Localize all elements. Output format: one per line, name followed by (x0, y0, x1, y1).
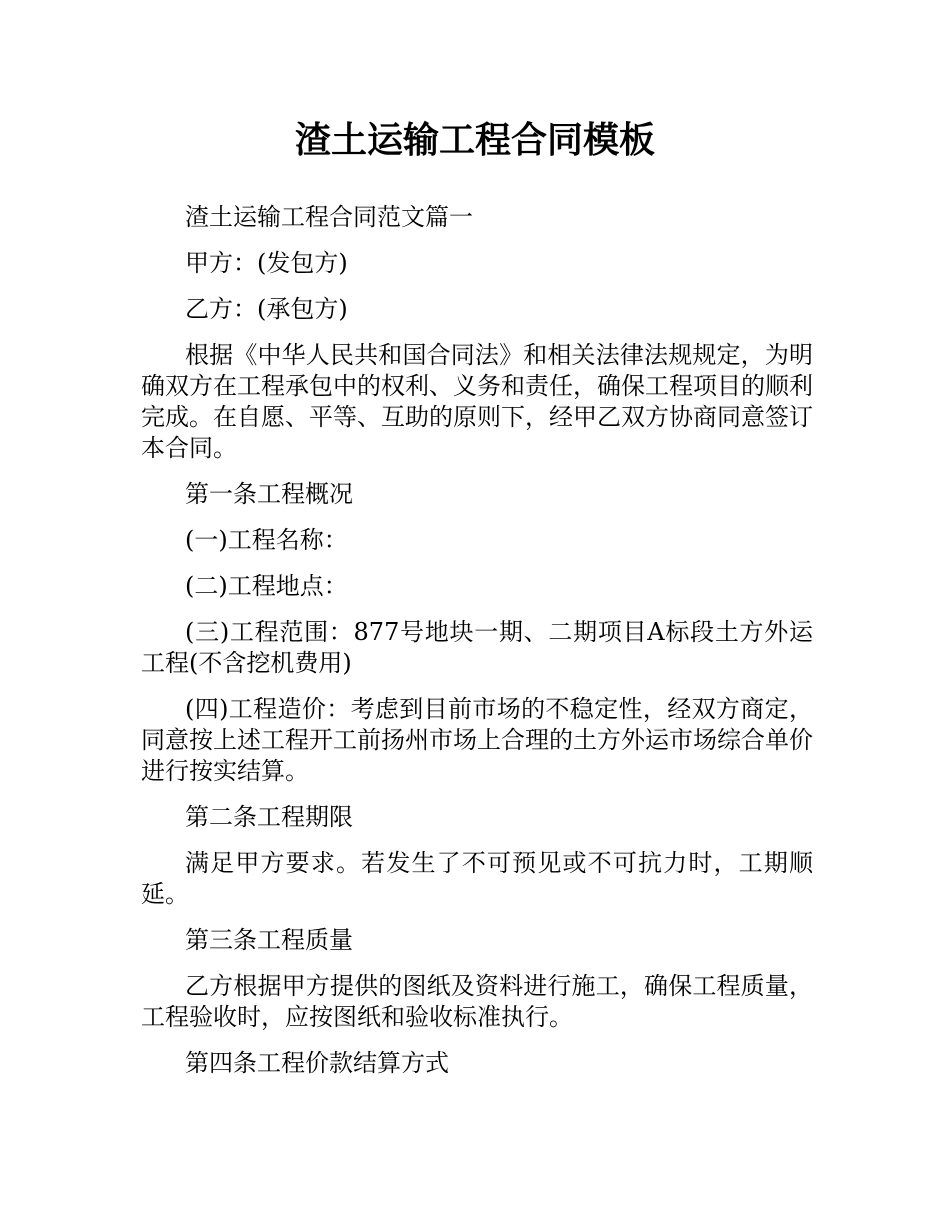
party-a-line: 甲方：(发包方) (185, 249, 348, 277)
section-heading: 渣土运输工程合同范文篇一 (185, 203, 473, 231)
party-b-line: 乙方：(承包方) (185, 295, 348, 323)
project-cost-paragraph: (四)工程造价：考虑到目前市场的不稳定性，经双方商定，同意按上述工程开工前扬州市场上合理的土方外运市场综合单价进行按实结算。 (141, 695, 813, 785)
document-body (141, 202, 813, 1094)
project-name-line: (一)工程名称： (185, 526, 348, 554)
quality-paragraph: 乙方根据甲方提供的图纸及资料进行施工，确保工程质量，工程验收时，应按图纸和验收标准执行。 (141, 972, 813, 1031)
schedule-paragraph: 满足甲方要求。若发生了不可预见或不可抗力时，工期顺延。 (141, 849, 813, 908)
article-4-heading: 第四条工程价款结算方式 (185, 1049, 449, 1077)
preamble-paragraph: 根据《中华人民共和国合同法》和相关法律法规规定，为明确双方在工程承包中的权利、义务和责任，确保工程项目的顺利完成。在自愿、平等、互助的原则下，经甲乙双方协商同意签订本合同。 (141, 341, 813, 462)
article-1-heading: 第一条工程概况 (185, 480, 353, 508)
article-3-heading: 第三条工程质量 (185, 926, 353, 954)
document-title: 渣土运输工程合同模板 (294, 120, 655, 161)
project-scope-paragraph: (三)工程范围：877号地块一期、二期项目A标段土方外运工程(不含挖机费用) (141, 618, 813, 677)
article-2-heading: 第二条工程期限 (185, 803, 353, 831)
project-location-line: (二)工程地点： (185, 572, 348, 600)
